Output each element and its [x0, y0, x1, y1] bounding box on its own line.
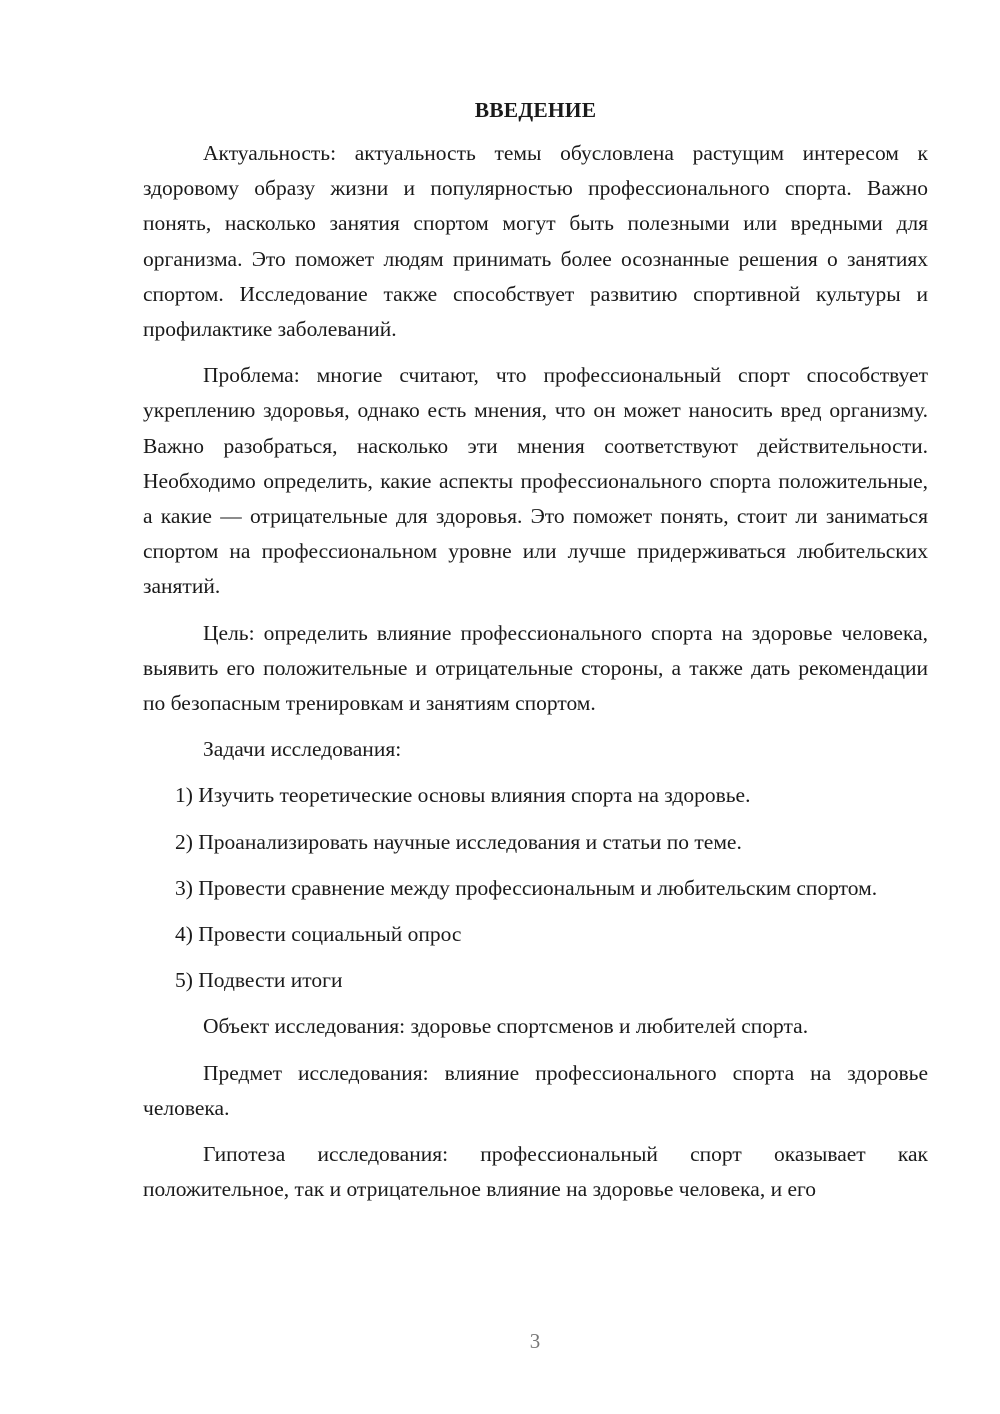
task-item-1: 1) Изучить теоретические основы влияния спорта на здоровье. — [175, 783, 751, 808]
section-title: ВВЕДЕНИЕ — [474, 98, 597, 122]
task-item-3: 3) Провести сравнение между профессиональным и любительским спортом. — [175, 875, 878, 900]
task-item-5: 5) Подвести итоги — [175, 968, 343, 993]
goal-paragraph: Цель: определить влияние профессионального спорта на здоровье человека, выявить его положительные и отрицательные стороны, а также дать рекомендации по безопасным тренировкам и занятиям спортом. — [143, 620, 928, 716]
research-object-paragraph: Объект исследования: здоровье спортсменов и любителей спорта. — [203, 1014, 809, 1039]
document-page — [143, 96, 928, 1218]
page-number: 3 — [529, 1329, 541, 1353]
task-item-4: 4) Провести социальный опрос — [175, 922, 462, 947]
task-item-2: 2) Проанализировать научные исследования и статьи по теме. — [175, 829, 742, 854]
hypothesis-paragraph: Гипотеза исследования: профессиональный спорт оказывает как положительное, так и отрицательное влияние на здоровье человека, и его — [143, 1142, 928, 1202]
tasks-heading: Задачи исследования: — [203, 737, 402, 762]
relevance-paragraph: Актуальность: актуальность темы обусловлена растущим интересом к здоровому образу жизни и популярностью профессионального спорта. Важно понять, насколько занятия спортом могут быть полезными или вредными для организма. Это поможет людям принимать более осознанные решения о занятиях спортом. Исследование также способствует развитию спортивной культуры и профилактике заболеваний. — [143, 141, 928, 342]
problem-paragraph: Проблема: многие считают, что профессиональный спорт способствует укреплению здоровья, однако есть мнения, что он может наносить вред организму. Важно разобраться, насколько эти мнения соответствуют действительности. Необходимо определить, какие аспекты профессионального спорта положительные, а какие — отрицательные для здоровья. Это поможет понять, стоит ли заниматься спортом на профессиональном уровне или лучше придерживаться любительских занятий. — [143, 363, 928, 599]
research-subject-paragraph: Предмет исследования: влияние профессионального спорта на здоровье человека. — [143, 1060, 928, 1120]
